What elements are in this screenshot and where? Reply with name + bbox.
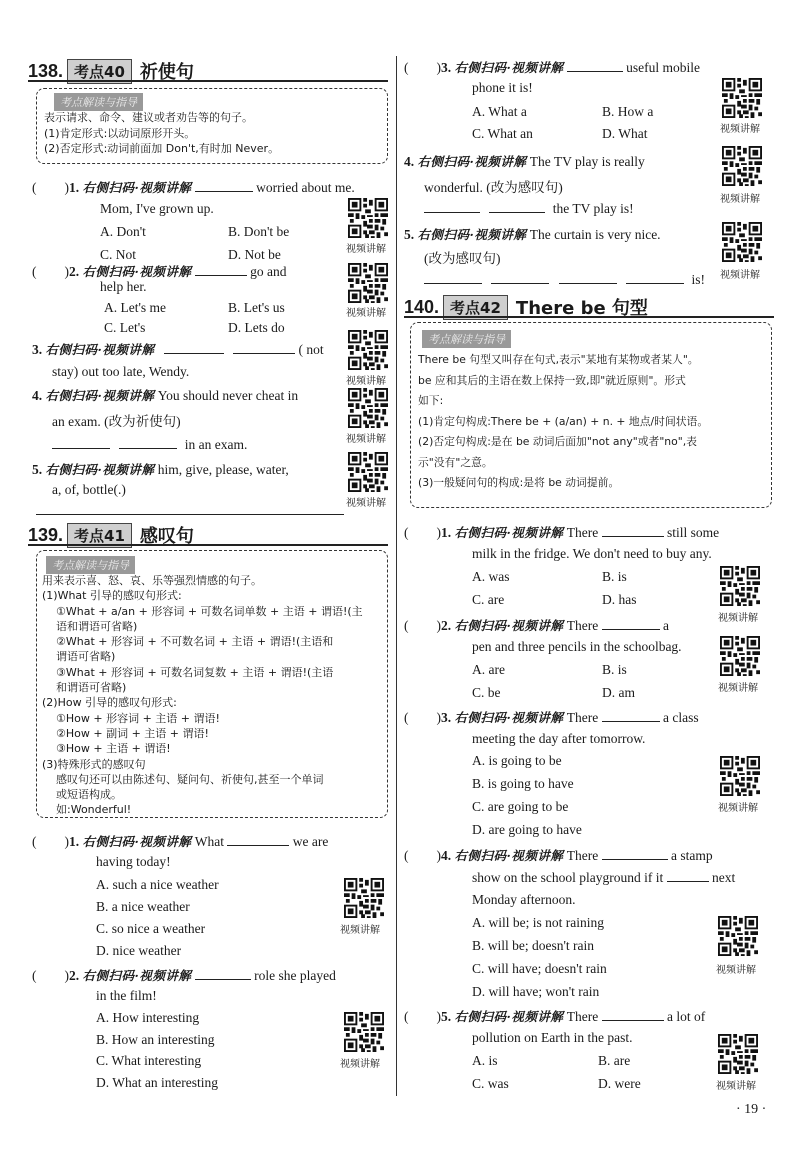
option-d[interactable]: D. has [602,592,637,607]
option-d[interactable]: D. am [602,685,635,700]
scan-label: 右侧扫码·视频讲解 [417,227,527,242]
answer-blank[interactable] [602,617,660,630]
qr-code-icon[interactable] [718,916,758,956]
option-d[interactable]: D. were [598,1076,641,1091]
section-number: 139. [28,524,64,545]
question-text: phone it is! [472,80,533,95]
option-c[interactable]: C. Not [100,247,137,262]
qr-code-icon[interactable] [348,388,388,428]
scan-label: 右侧扫码·视频讲解 [45,342,155,357]
note-text [44,110,279,157]
question-number: 2. [441,618,452,633]
question-139-3: ( )3. 右侧扫码·视频讲解 useful mobile [404,60,700,75]
option-b[interactable]: B. How an interesting [96,1032,215,1047]
scan-label: 右侧扫码·视频讲解 [454,618,564,633]
qr-code-icon[interactable] [348,263,388,303]
qr-code-icon[interactable] [722,146,762,186]
question-138-4: 4. 右侧扫码·视频讲解 You should never cheat in [32,388,299,403]
note-text: 用来表示喜、怒、哀、乐等强烈情感的句子。 (1)What 引导的感叹句形式: ①What + a/an + 形容词 + 可数名词单数 + 主语 + 谓语!(主 语和谓语可省略) ②What + 形容词 + 不可数名词 + 主语 + 谓语!(主语和 谓语可省略) ③What + 形容词 + 可数名词复数 + 主语 + 谓语!(主语 和谓语可省略) (2)How 引导的感叹句形式: ①How + 形容词 + 主语 + 谓语! ②How + 副词 + 主语 + 谓语! ③How + 主语 + 谓语! (3)特殊形式的感叹句 感叹句还可以由陈述句、疑问句、祈使句,甚至一个单词 或短语构成。 如:Wonderful! [42,574,363,817]
answer-blank[interactable] [567,59,623,72]
question-text: stay) out too late, Wendy. [52,364,190,379]
question-text: milk in the fridge. We don't need to buy any. [472,546,712,561]
option-c[interactable]: C. be [472,685,501,700]
question-text: (改为感叹句) [424,251,501,266]
answer-line [36,514,344,515]
question-140-3: ( )3. 右侧扫码·视频讲解 There a class [404,710,699,725]
question-text: meeting the day after tomorrow. [472,731,646,746]
option-b[interactable]: B. are [598,1053,631,1068]
question-text: help her. [100,279,147,294]
answer-blank[interactable] [424,271,482,284]
option-b[interactable]: B. is [602,662,627,677]
note-line: (2)否定形式:动词前面加 Don't,有时加 Never。 [44,142,280,156]
question-140-2: ( )2. 右侧扫码·视频讲解 There a [404,618,669,633]
answer-blank[interactable] [602,1008,664,1021]
qr-label: 视频讲解 [718,613,758,624]
qr-code-icon[interactable] [344,878,384,918]
option-b[interactable]: B. How a [602,104,654,119]
option-a[interactable]: A. Don't [100,224,146,239]
answer-blank[interactable] [227,833,289,846]
question-text: show on the school playground if it next [472,870,736,885]
question-139-4: 4. 右侧扫码·视频讲解 The TV play is really [404,154,645,169]
section-underline [28,544,388,546]
question-138-3: 3. 右侧扫码·视频讲解 ( not [32,342,324,357]
option-d[interactable]: D. What an interesting [96,1075,218,1090]
section-number: 138. [28,60,64,81]
answer-blank[interactable] [667,869,709,882]
option-c[interactable]: C. will have; doesn't rain [472,961,607,976]
qr-label: 视频讲解 [346,308,386,319]
qr-label: 视频讲解 [346,376,386,387]
option-c[interactable]: C. so nice a weather [96,921,206,936]
option-a[interactable]: A. What a [472,104,527,119]
scan-label: 右侧扫码·视频讲解 [454,60,564,75]
note-text: There be 句型又叫存在句式,表示"某地有某物或者某人"。 be 应和其后的主语在数上保持一致,即"就近原则"。形式 如下: (1)肯定句构成:There be + (a/an) + n. + 地点/时间状语。 (2)否定句构成:是在 be 动词后面加"not any"或者"no",表 示"没有"之意。 (3)一般疑问句的构成:是将 be 动词提前。 [418,353,709,489]
option-a[interactable]: A. How interesting [96,1010,200,1025]
option-c[interactable]: C. are going to be [472,799,569,814]
scan-label: 右侧扫码·视频讲解 [82,834,192,849]
option-a[interactable]: A. is [472,1053,498,1068]
answer-blank[interactable] [559,271,617,284]
answer-line: in an exam. [52,436,247,453]
question-number: 4. [441,848,452,863]
topic-badge: 考点41 [67,523,132,548]
answer-line: is! [424,271,705,288]
answer-blank[interactable] [195,179,253,192]
qr-label: 视频讲解 [346,244,386,255]
option-c[interactable]: C. Let's [104,320,146,335]
section-heading: 感叹句 [139,526,194,547]
page-number: · 19 · [736,1102,767,1117]
scan-label: 右侧扫码·视频讲解 [45,388,155,403]
qr-code-icon[interactable] [720,636,760,676]
option-a[interactable]: A. was [472,569,510,584]
qr-label: 视频讲解 [346,434,386,445]
option-c[interactable]: C. What interesting [96,1053,202,1068]
qr-code-icon[interactable] [718,1034,758,1074]
qr-code-icon[interactable] [722,78,762,118]
answer-blank[interactable] [195,967,251,980]
question-140-1: ( )1. 右侧扫码·视频讲解 There still some [404,525,720,540]
question-139-5: 5. 右侧扫码·视频讲解 The curtain is very nice. [404,227,661,242]
qr-label: 视频讲解 [720,124,760,135]
question-number: 3. [32,342,43,357]
note-tag: 考点解读与指导 [422,330,511,348]
option-d[interactable]: D. Lets do [228,320,285,335]
section-heading: There be 句型 [515,298,648,319]
option-b[interactable]: B. Let's us [228,300,285,315]
question-text: Mom, I've grown up. [100,201,214,216]
answer-blank[interactable] [491,271,549,284]
qr-label: 视频讲解 [346,498,386,509]
option-b[interactable]: B. is [602,569,627,584]
option-b[interactable]: B. will be; doesn't rain [472,938,595,953]
option-a[interactable]: A. such a nice weather [96,877,219,892]
answer-line: the TV play is! [424,200,634,217]
scan-label: 右侧扫码·视频讲解 [82,180,192,195]
qr-label: 视频讲解 [720,270,760,281]
answer-blank[interactable] [602,524,664,537]
scan-label: 右侧扫码·视频讲解 [45,462,155,477]
question-number: 5. [404,227,415,242]
option-c[interactable]: C. was [472,1076,509,1091]
note-tag: 考点解读与指导 [46,556,135,574]
note-line: 表示请求、命令、建议或者劝告等的句子。 [44,111,253,124]
qr-label: 视频讲解 [718,683,758,694]
scan-label: 右侧扫码·视频讲解 [417,154,527,169]
answer-blank[interactable] [602,847,668,860]
question-number: 3. [441,710,452,725]
section-heading: 祈使句 [139,62,194,83]
scan-label: 右侧扫码·视频讲解 [454,1009,564,1024]
question-text: an exam. (改为祈使句) [52,414,181,429]
column-divider [396,56,397,1096]
question-text: pen and three pencils in the schoolbag. [472,639,682,654]
question-number: 1. [69,180,80,195]
question-139-1: ( )1. 右侧扫码·视频讲解 What we are [32,834,329,849]
section-number: 140. [404,296,440,317]
scan-label: 右侧扫码·视频讲解 [82,264,192,279]
answer-blank[interactable] [164,341,224,354]
option-a[interactable]: A. are [472,662,505,677]
answer-blank[interactable] [119,436,177,449]
answer-blank[interactable] [195,263,247,276]
note-tag: 考点解读与指导 [54,93,143,111]
question-text: a, of, bottle(.) [52,482,126,497]
question-138-1: ( )1. 右侧扫码·视频讲解 worried about me. [32,180,355,195]
qr-code-icon[interactable] [722,222,762,262]
qr-label: 视频讲解 [340,1059,380,1070]
option-b[interactable]: B. Don't be [228,224,290,239]
question-number: 4. [32,388,43,403]
question-138-2: ( )2. 右侧扫码·视频讲解 go and [32,264,287,279]
question-140-5: ( )5. 右侧扫码·视频讲解 There a lot of [404,1009,706,1024]
question-140-4: ( )4. 右侧扫码·视频讲解 There a stamp [404,848,713,863]
answer-blank[interactable] [52,436,110,449]
option-b[interactable]: B. a nice weather [96,899,190,914]
topic-badge: 考点42 [443,295,508,320]
question-138-5: 5. 右侧扫码·视频讲解 him, give, please, water, [32,462,289,477]
question-number: 2. [69,264,80,279]
qr-label: 视频讲解 [716,1081,756,1092]
option-a[interactable]: A. will be; is not raining [472,915,604,930]
answer-blank[interactable] [424,200,480,213]
question-number: 3. [441,60,452,75]
answer-blank[interactable] [626,271,684,284]
note-line: (1)肯定形式:以动词原形开头。 [44,126,196,140]
qr-code-icon[interactable] [720,756,760,796]
option-a[interactable]: A. Let's me [104,300,167,315]
option-d[interactable]: D. are going to have [472,822,582,837]
question-text: pollution on Earth in the past. [472,1030,633,1045]
question-number: 1. [441,525,452,540]
question-number: 5. [32,462,43,477]
qr-code-icon[interactable] [348,198,388,238]
scan-label: 右侧扫码·视频讲解 [454,710,564,725]
question-number: 5. [441,1009,452,1024]
topic-badge: 考点40 [67,59,132,84]
option-d[interactable]: D. What [602,126,648,141]
qr-code-icon[interactable] [348,330,388,370]
option-d[interactable]: D. will have; won't rain [472,984,600,999]
qr-code-icon[interactable] [720,566,760,606]
answer-blank[interactable] [489,200,545,213]
option-b[interactable]: B. is going to have [472,776,574,791]
option-a[interactable]: A. is going to be [472,753,562,768]
qr-code-icon[interactable] [344,1012,384,1052]
question-text: wonderful. (改为感叹句) [424,180,563,195]
option-c[interactable]: C. are [472,592,505,607]
question-number: 1. [69,834,80,849]
option-c[interactable]: C. What an [472,126,533,141]
qr-code-icon[interactable] [348,452,388,492]
scan-label: 右侧扫码·视频讲解 [454,848,564,863]
option-d[interactable]: D. nice weather [96,943,182,958]
qr-label: 视频讲解 [716,965,756,976]
question-text: Monday afternoon. [472,892,576,907]
option-d[interactable]: D. Not be [228,247,281,262]
question-number: 2. [69,968,80,983]
question-number: 4. [404,154,415,169]
section-underline [28,80,388,82]
qr-label: 视频讲解 [720,194,760,205]
question-139-2: ( )2. 右侧扫码·视频讲解 role she played [32,968,336,983]
section-underline [404,316,774,318]
scan-label: 右侧扫码·视频讲解 [82,968,192,983]
question-text: in the film! [96,988,157,1003]
qr-label: 视频讲解 [718,803,758,814]
scan-label: 右侧扫码·视频讲解 [454,525,564,540]
qr-label: 视频讲解 [340,925,380,936]
answer-blank[interactable] [233,341,295,354]
question-text: having today! [96,854,171,869]
answer-blank[interactable] [602,709,660,722]
